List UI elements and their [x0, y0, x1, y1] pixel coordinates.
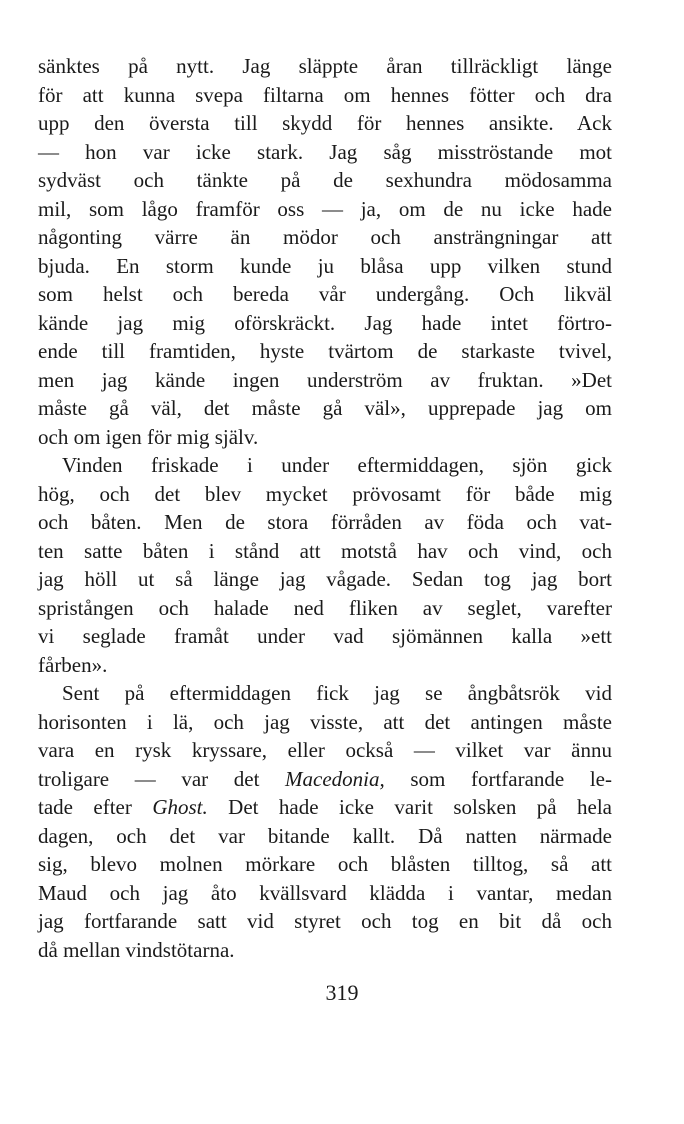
text-line: hög, och det blev mycket prövosamt för både mig	[38, 481, 612, 506]
text-line: upp den översta till skydd för hennes ansikte. Ack	[38, 111, 612, 135]
paragraph-first-line: Vinden friskade i under eftermiddagen, sjön gick	[62, 453, 612, 477]
text-line: spristången och halade ned fliken av seglet, varefter	[38, 595, 612, 620]
text-line: då mellan vindstötarna.	[38, 937, 235, 962]
text-line: Maud och jag åto kvällsvard klädda i vantar, medan	[38, 880, 612, 905]
text-line: jag fortfarande satt vid styret och tog en bit då och	[38, 909, 612, 933]
text-line	[38, 793, 612, 822]
text-line: vara en rysk kryssare, eller också — vilket var ännu	[38, 738, 612, 762]
text-line: någonting värre än mödor och ansträngningar att	[38, 225, 612, 249]
text-segment: tade efter	[38, 795, 153, 819]
text-line: ende till framtiden, hyste tvärtom de starkaste tvivel,	[38, 339, 612, 363]
text-line: men jag kände ingen underström av fruktan. »Det	[38, 367, 612, 392]
text-segment: som fortfarande le-	[384, 766, 612, 791]
text-line: jag höll ut så länge jag vågade. Sedan tog jag bort	[38, 567, 612, 591]
text-line: ten satte båten i stånd att motstå hav och vind, och	[38, 538, 612, 563]
text-line: och om igen för mig själv.	[38, 424, 259, 449]
text-segment: troligare — var det	[38, 766, 286, 791]
text-line: sänktes på nytt. Jag släppte åran tillräckligt länge	[38, 54, 612, 78]
body-text	[38, 52, 612, 964]
text-line: vi seglade framåt under vad sjömännen kalla »ett	[38, 624, 612, 648]
text-line: sydväst och tänkte på de sexhundra mödosamma	[38, 168, 612, 192]
text-line: sig, blevo molnen mörkare och blåsten tilltog, så att	[38, 852, 612, 876]
text-line: för att kunna svepa filtarna om hennes fötter och dra	[38, 82, 612, 107]
text-line: dagen, och det var bitande kallt. Då natten närmade	[38, 823, 612, 848]
italic-ship-name: Ghost.	[152, 795, 208, 819]
text-line: som helst och bereda vår undergång. Och likväl	[38, 282, 612, 306]
italic-ship-name: Macedonia,	[285, 766, 385, 791]
text-line: och båten. Men de stora förråden av föda och vat-	[38, 510, 612, 534]
text-line: fårben».	[38, 652, 108, 677]
text-line: kände jag mig oförskräckt. Jag hade intet förtro-	[38, 310, 612, 335]
text-line: måste gå väl, det måste gå väl», upprepade jag om	[38, 396, 612, 420]
paragraph-first-line: Sent på eftermiddagen fick jag se ångbåtsrök vid	[62, 681, 612, 705]
text-segment: Det hade icke varit solsken på hela	[207, 795, 612, 819]
text-line: mil, som lågo framför oss — ja, om de nu icke hade	[38, 196, 612, 221]
text-line	[38, 765, 612, 794]
text-line: bjuda. En storm kunde ju blåsa upp vilken stund	[38, 253, 612, 278]
text-line: horisonten i lä, och jag visste, att det antingen måste	[38, 709, 612, 734]
page-number: 319	[325, 980, 359, 1005]
text-line: — hon var icke stark. Jag såg misströstande mot	[38, 139, 612, 164]
